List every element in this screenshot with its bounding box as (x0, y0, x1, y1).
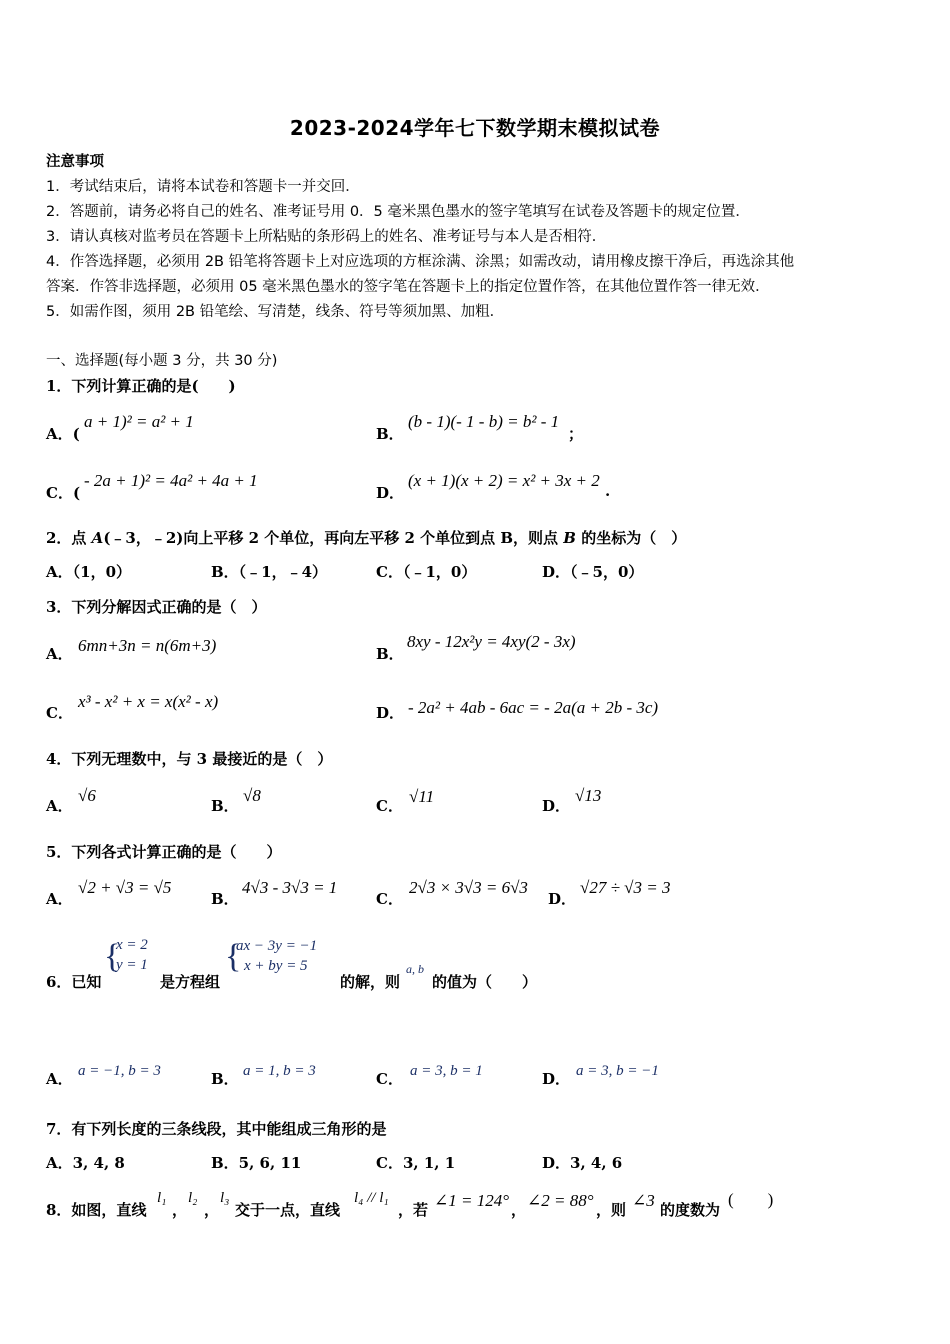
option-label-d: D． (548, 890, 577, 908)
question-stem (46, 528, 686, 548)
point-b: B (563, 529, 576, 547)
stem-text: (﹣3，﹣2)向上平移 2 个单位，再向左平移 2 个单位到点 B，则点 (103, 529, 564, 547)
system1-line1: x = 2 (116, 937, 148, 953)
option-label-d: D． (542, 1070, 571, 1088)
question-stem-mid2: 的解，则 (340, 973, 401, 991)
option-expr-b: a = 1, b = 3 (243, 1063, 316, 1079)
option-expr-a: √2 + √3 = √5 (78, 878, 172, 897)
option-label-d: D． (542, 797, 571, 815)
option-a: A．3, 4, 8 (46, 1154, 125, 1172)
option-d: D．（﹣5，0） (542, 563, 644, 581)
question-stem: 1．下列计算正确的是( ) (46, 377, 236, 395)
option-tail-b: ； (568, 425, 584, 443)
option-expr-a: √6 (78, 786, 96, 805)
option-c: C．3, 1, 1 (376, 1154, 456, 1172)
option-expr-a: a + 1)² = a² + 1 (84, 412, 194, 431)
question-stem-mid3: ，则 (596, 1201, 627, 1219)
option-expr-d: - 2a² + 4ab - 6ac = - 2a(a + 2b - 3c) (408, 698, 659, 717)
option-label-d: D． (376, 484, 405, 502)
option-label-c: C． (46, 704, 73, 722)
notice-item: 1．考试结束后，请将本试卷和答题卡一并交回． (46, 179, 360, 195)
angle-2: ∠2 = 88° (527, 1191, 594, 1210)
option-expr-c: 2√3 × 3√3 = 6√3 (409, 878, 528, 897)
notice-item: 答案．作答非选择题，必须用 05 毫米黑色墨水的签字笔在答题卡上的指定位置作答，在其他位置作答一律无效． (46, 279, 770, 295)
option-label-d: D． (376, 704, 405, 722)
question-stem-mid: 交于一点，直线 (235, 1201, 341, 1219)
system2-line2: x + by = 5 (244, 958, 308, 974)
option-expr-b: 4√3 - 3√3 = 1 (242, 878, 338, 897)
option-expr-c: - 2a + 1)² = 4a² + 4a + 1 (84, 471, 258, 490)
option-label-a: A． (46, 797, 73, 815)
question-stem-start: 6．已知 (46, 973, 102, 991)
option-b: B．（﹣1，﹣4） (211, 563, 328, 581)
option-expr-b: √8 (243, 786, 261, 805)
option-expr-d: √27 ÷ √3 = 3 (580, 878, 671, 897)
option-expr-b: 8xy - 12x²y = 4xy(2 - 3x) (407, 632, 576, 651)
option-label-b: B． (211, 797, 239, 815)
answer-paren: ( ) (728, 1190, 774, 1209)
option-expr-a: 6mn+3n = n(6m+3) (78, 636, 217, 655)
option-expr-c: √11 (409, 787, 435, 806)
angle-1: ∠1 = 124° (434, 1191, 510, 1210)
option-label-c: C． (376, 1070, 403, 1088)
question-stem: 3．下列分解因式正确的是（ ） (46, 598, 267, 616)
option-label-a: A． (46, 890, 73, 908)
separator: ， (511, 1201, 527, 1219)
option-expr-d: √13 (575, 786, 602, 805)
variables: a, b (406, 962, 424, 976)
option-d: D．3, 4, 6 (542, 1154, 623, 1172)
line-l2: l₂ (188, 1190, 198, 1206)
option-label-a: A． (46, 1070, 73, 1088)
notice-item: 3．请认真核对监考员在答题卡上所粘贴的条形码上的姓名、准考证号与本人是否相符． (46, 229, 607, 245)
notice-heading: 注意事项 (46, 154, 104, 170)
system1-line2: y = 1 (116, 957, 148, 973)
question-stem-mid: 是方程组 (160, 973, 221, 991)
option-label-c: C．( (46, 484, 81, 502)
question-stem: 4．下列无理数中，与 3 最接近的是（ ） (46, 750, 333, 768)
option-label-a: A．( (46, 425, 80, 443)
system-brace: { (104, 938, 121, 975)
option-expr-d: (x + 1)(x + 2) = x² + 3x + 2 (408, 471, 600, 490)
option-label-a: A． (46, 645, 73, 663)
option-label-c: C． (376, 797, 403, 815)
question-stem-end: 的值为（ ） (432, 973, 538, 991)
question-stem-mid2: ，若 (398, 1201, 429, 1219)
notice-item: 5．如需作图，须用 2B 铅笔绘、写清楚，线条、符号等须加黑、加粗． (46, 304, 505, 320)
option-label-c: C． (376, 890, 403, 908)
option-tail-d: . (605, 482, 611, 500)
option-expr-b: (b - 1)(- 1 - b) = b² - 1 (408, 412, 560, 431)
notice-item: 4．作答选择题，必须用 2B 铅笔将答题卡上对应选项的方框涂满、涂黑；如需改动，请用橡皮擦干净后，再选涂其他 (46, 254, 795, 270)
option-expr-d: a = 3, b = −1 (576, 1063, 659, 1079)
option-a: A．（1，0） (46, 563, 132, 581)
angle-3: ∠3 (632, 1191, 655, 1210)
option-label-b: B． (211, 890, 239, 908)
option-label-b: B． (376, 425, 404, 443)
system-brace: { (225, 938, 242, 975)
point-a: A (91, 529, 104, 547)
question-stem: 5．下列各式计算正确的是（ ） (46, 843, 282, 861)
option-expr-c: a = 3, b = 1 (410, 1063, 483, 1079)
question-stem: 7．有下列长度的三条线段，其中能组成三角形的是 (46, 1120, 387, 1138)
separator: ， (172, 1201, 188, 1219)
option-label-b: B． (211, 1070, 239, 1088)
parallel-expr: l₄ // l₁ (354, 1190, 389, 1206)
line-l1: l₁ (157, 1190, 167, 1206)
section-heading: 一、选择题(每小题 3 分，共 30 分) (46, 353, 278, 369)
option-expr-c: x³ - x² + x = x(x² - x) (78, 692, 219, 711)
stem-text: 的坐标为（ ） (575, 529, 687, 547)
page-title: 2023-2024学年七下数学期末模拟试卷 (289, 116, 661, 140)
option-label-b: B． (376, 645, 404, 663)
option-expr-a: a = −1, b = 3 (78, 1063, 161, 1079)
stem-text: 2．点 (46, 529, 92, 547)
line-l3: l₃ (220, 1190, 230, 1206)
option-b: B．5, 6, 11 (211, 1154, 302, 1172)
system2-line1: ax − 3y = −1 (236, 938, 318, 954)
question-stem-start: 8．如图，直线 (46, 1201, 147, 1219)
notice-item: 2．答题前，请务必将自己的姓名、准考证号用 0．5 毫米黑色墨水的签字笔填写在试卷及答题卡的规定位置． (46, 204, 750, 220)
option-c: C．（﹣1，0） (376, 563, 477, 581)
separator: ， (204, 1201, 220, 1219)
question-stem-end: 的度数为 (660, 1201, 721, 1219)
